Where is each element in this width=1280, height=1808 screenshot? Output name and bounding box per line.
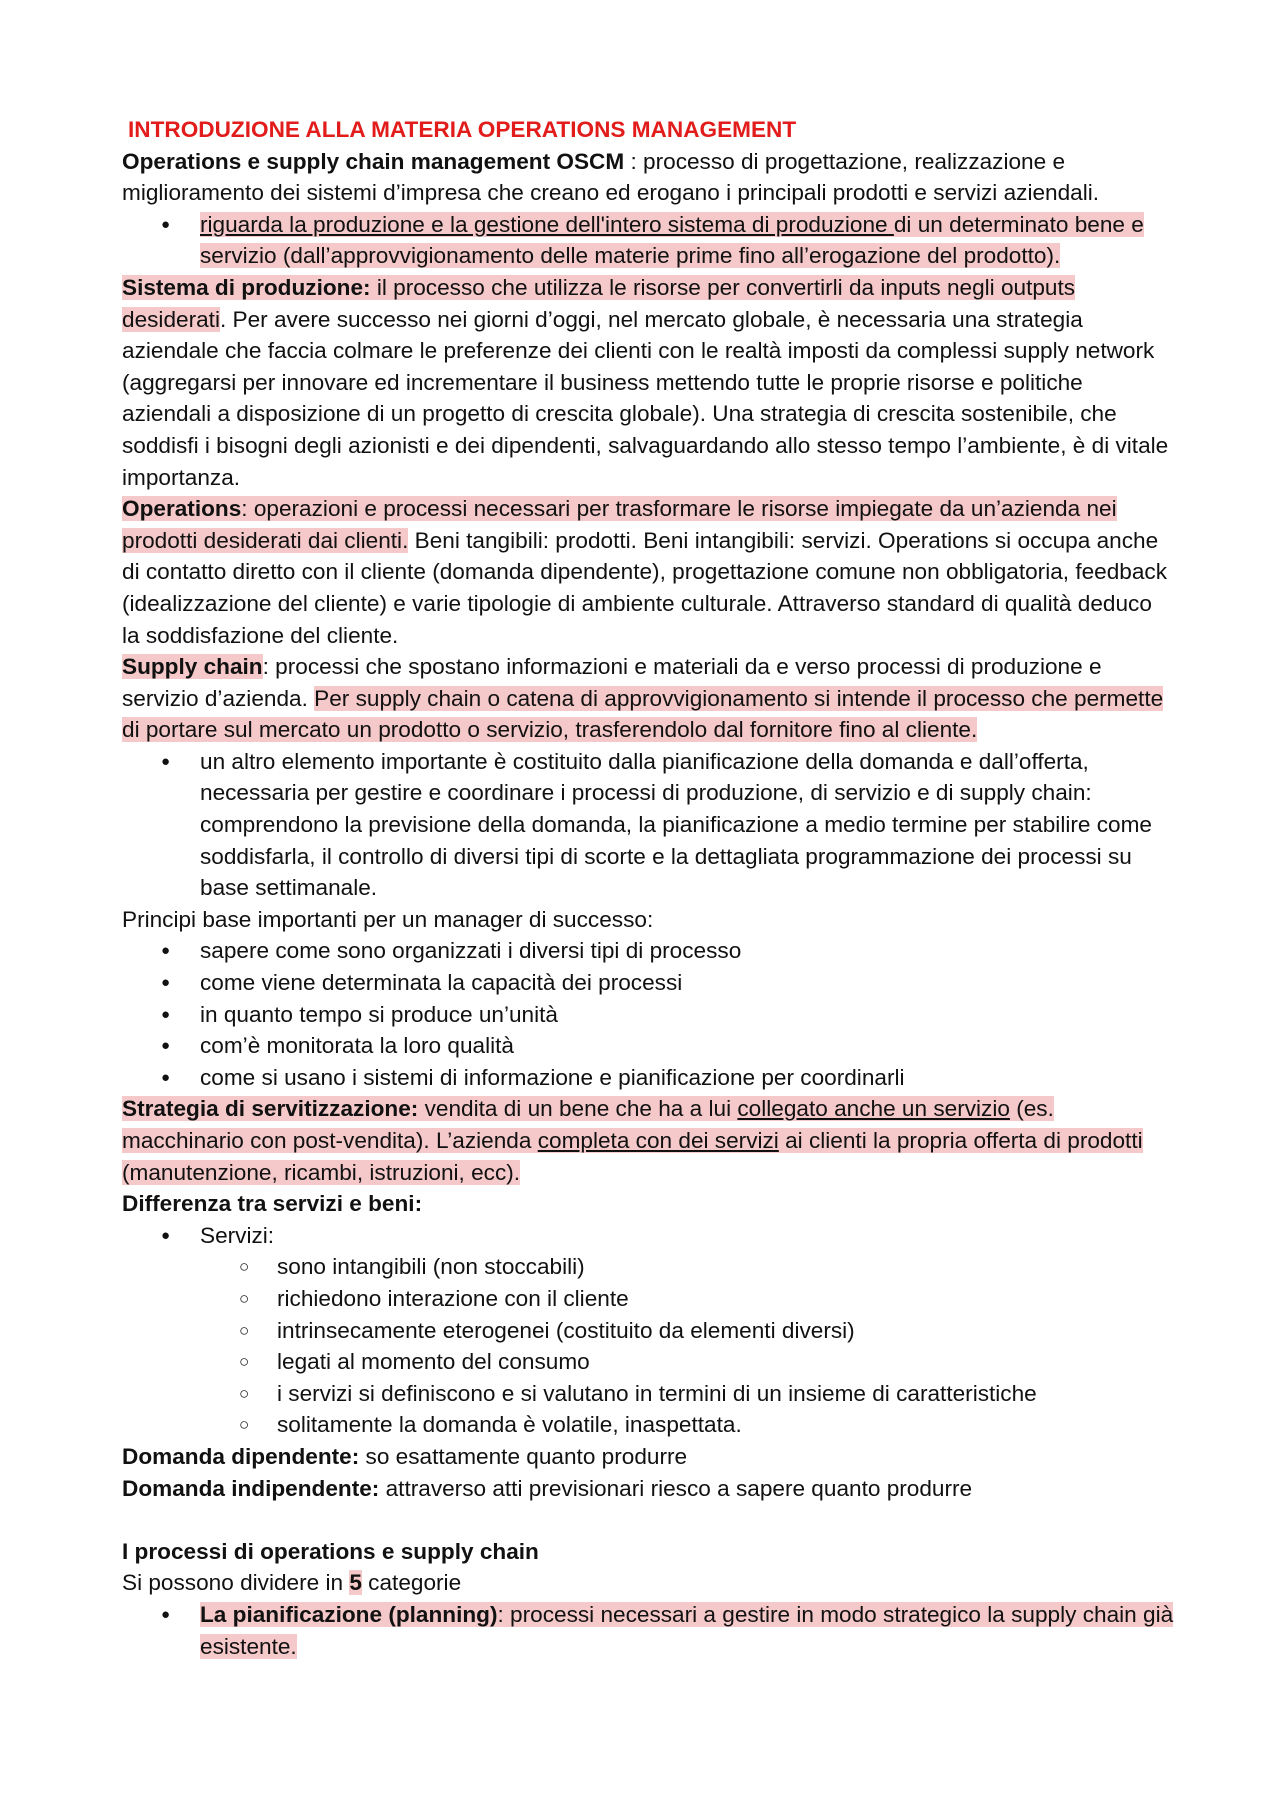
list-item: ○ sono intangibili (non stoccabili) xyxy=(122,1251,1174,1283)
oscm-bullet-rest: di un determinato bene e servizio (dall’approvvigionamento delle materie prime fino all’erogazione del prodotto). xyxy=(200,211,1144,269)
list-item: ○ legati al momento del consumo xyxy=(122,1346,1174,1378)
page-title: INTRODUZIONE ALLA MATERIA OPERATIONS MANAGEMENT xyxy=(128,117,797,142)
servitizzazione-underlined-1: collegato anche un servizio xyxy=(737,1096,1010,1122)
domanda-dipendente xyxy=(122,1441,1174,1473)
oscm-bullet-list xyxy=(122,209,1174,272)
list-item: ○ i servizi si definiscono e si valutano in termini di un insieme di caratteristiche xyxy=(122,1378,1174,1410)
processi-bullet-text: : processi necessari a gestire in modo strategico la supply chain già esistente. xyxy=(200,1601,1174,1659)
supply-hl-text: Per supply chain o catena di approvvigionamento si intende il processo che permette di portare sul mercato un prodotto o servizio, trasferendolo dal fornitore fino al cliente. xyxy=(122,685,1164,743)
oscm-bullet-highlight xyxy=(200,212,1144,269)
list-item: ○ intrinsecamente eterogenei (costituito da elementi diversi) xyxy=(122,1315,1174,1347)
processi-heading-text: I processi di operations e supply chain xyxy=(122,1538,539,1564)
servitizzazione-highlight xyxy=(122,1096,1143,1184)
processi-intro-before: Si possono dividere in xyxy=(122,1570,350,1596)
list-item: ● un altro elemento importante è costituito dalla pianificazione della domanda e dall’offerta, necessaria per gestire e coordinare i processi di produzione, di servizio e di supply chain: comprendono la previsione della domanda, la pianificazione a medio termine per stabilire come soddisfarla, il controllo di diversi tipi di scorte e la dettagliata programmazione dei processi su base settimanale. xyxy=(122,746,1174,904)
list-item xyxy=(122,1599,1174,1662)
supply-term: Supply chain xyxy=(122,654,263,680)
document-page xyxy=(122,114,1174,1662)
processi-list xyxy=(122,1599,1174,1662)
servitizzazione-text-1: vendita di un bene che ha a lui xyxy=(418,1096,738,1122)
processi-bullet-highlight xyxy=(200,1602,1173,1659)
oscm-paragraph xyxy=(122,146,1174,209)
list-item: ● come si usano i sistemi di informazione e pianificazione per coordinarli xyxy=(122,1062,1174,1094)
sistema-term: Sistema di produzione: xyxy=(122,274,371,300)
domanda-dipendente-term: Domanda dipendente: xyxy=(122,1443,360,1469)
oscm-text: : processo di progettazione, realizzazione e miglioramento dei sistemi d’impresa che creano ed erogano i principali prodotti e servizi aziendali. xyxy=(122,148,1100,206)
principi-intro: Principi base importanti per un manager di successo: xyxy=(122,906,654,932)
processi-intro xyxy=(122,1567,1174,1599)
sistema-paragraph xyxy=(122,272,1174,493)
servitizzazione-underlined-2: completa con dei servizi xyxy=(537,1128,779,1153)
list-item: ● sapere come sono organizzati i diversi tipi di processo xyxy=(122,935,1174,967)
supply-bullet-list xyxy=(122,746,1174,904)
sistema-text: . Per avere successo nei giorni d’oggi, nel mercato globale, è necessaria una strategia aziendale che faccia colmare le preferenze dei clienti con le realtà imposti da complessi supply network (aggregarsi per innovare ed incrementare il business mettendo tutte le proprie risorse e politiche aziendali a disposizione di un progetto di crescita globale). Una strategia di crescita sostenibile, che soddisfi i bisogni degli azionisti e dei dipendenti, salvaguardando allo stesso tempo l’ambiente, è di vitale importanza. xyxy=(122,306,1169,490)
processi-intro-number: 5 xyxy=(349,1570,362,1596)
supply-text: : processi che spostano informazioni e materiali da e verso processi di produzione e servizio d’azienda. xyxy=(122,654,1102,711)
operations-term: Operations xyxy=(122,496,242,522)
servitizzazione-paragraph xyxy=(122,1093,1174,1188)
domanda-indipendente xyxy=(122,1473,1174,1505)
principi-list xyxy=(122,935,1174,1093)
servitizzazione-text-2: (es. macchinario con post-vendita). L’azienda xyxy=(122,1096,1054,1153)
list-item: ○ richiedono interazione con il cliente xyxy=(122,1283,1174,1315)
operations-text: Beni tangibili: prodotti. Beni intangibili: servizi. Operations si occupa anche di contatto diretto con il cliente (domanda dipendente), progettazione comune non obbligatoria, feedback (idealizzazione del cliente) e varie tipologie di ambiente culturale. Attraverso standard di qualità deduco la soddisfazione del cliente. xyxy=(122,527,1168,648)
processi-heading xyxy=(122,1536,1174,1568)
differenza-list xyxy=(122,1220,1174,1252)
operations-paragraph xyxy=(122,493,1174,651)
sistema-hl-text: il processo che utilizza le risorse per convertirli da inputs negli outputs desiderati xyxy=(122,274,1076,332)
oscm-bullet-underlined: riguarda la produzione e la gestione dell'intero sistema di produzione xyxy=(200,211,894,237)
operations-hl-text: : operazioni e processi necessari per trasformare le risorse impiegate da un’azienda nei prodotti desiderati dai clienti. xyxy=(122,496,1117,553)
domanda-indipendente-term: Domanda indipendente: xyxy=(122,1475,380,1501)
processi-bullet-term: La pianificazione (planning) xyxy=(200,1601,498,1627)
list-item: ● com’è monitorata la loro qualità xyxy=(122,1030,1174,1062)
domanda-dipendente-text: so esattamente quanto produrre xyxy=(359,1443,688,1469)
servizi-sublist xyxy=(122,1251,1174,1441)
servitizzazione-text-3: ai clienti la propria offerta di prodotti (manutenzione, ricambi, istruzioni, ecc). xyxy=(122,1128,1143,1185)
list-item xyxy=(122,1220,1174,1252)
list-item: ● come viene determinata la capacità dei processi xyxy=(122,967,1174,999)
differenza-heading xyxy=(122,1188,1174,1220)
list-item: ● in quanto tempo si produce un’unità xyxy=(122,999,1174,1031)
differenza-heading-text: Differenza tra servizi e beni: xyxy=(122,1191,423,1217)
servizi-label: Servizi: xyxy=(200,1222,275,1248)
list-item: ○ solitamente la domanda è volatile, inaspettata. xyxy=(122,1409,1174,1441)
list-item xyxy=(122,209,1174,272)
supply-paragraph xyxy=(122,651,1174,746)
domanda-indipendente-text: attraverso atti previsionari riesco a sapere quanto produrre xyxy=(379,1475,973,1501)
blank-line xyxy=(122,1504,1174,1536)
processi-intro-after: categorie xyxy=(361,1570,462,1596)
servitizzazione-term: Strategia di servitizzazione: xyxy=(122,1096,419,1122)
oscm-term: Operations e supply chain management OSCM xyxy=(122,148,625,174)
